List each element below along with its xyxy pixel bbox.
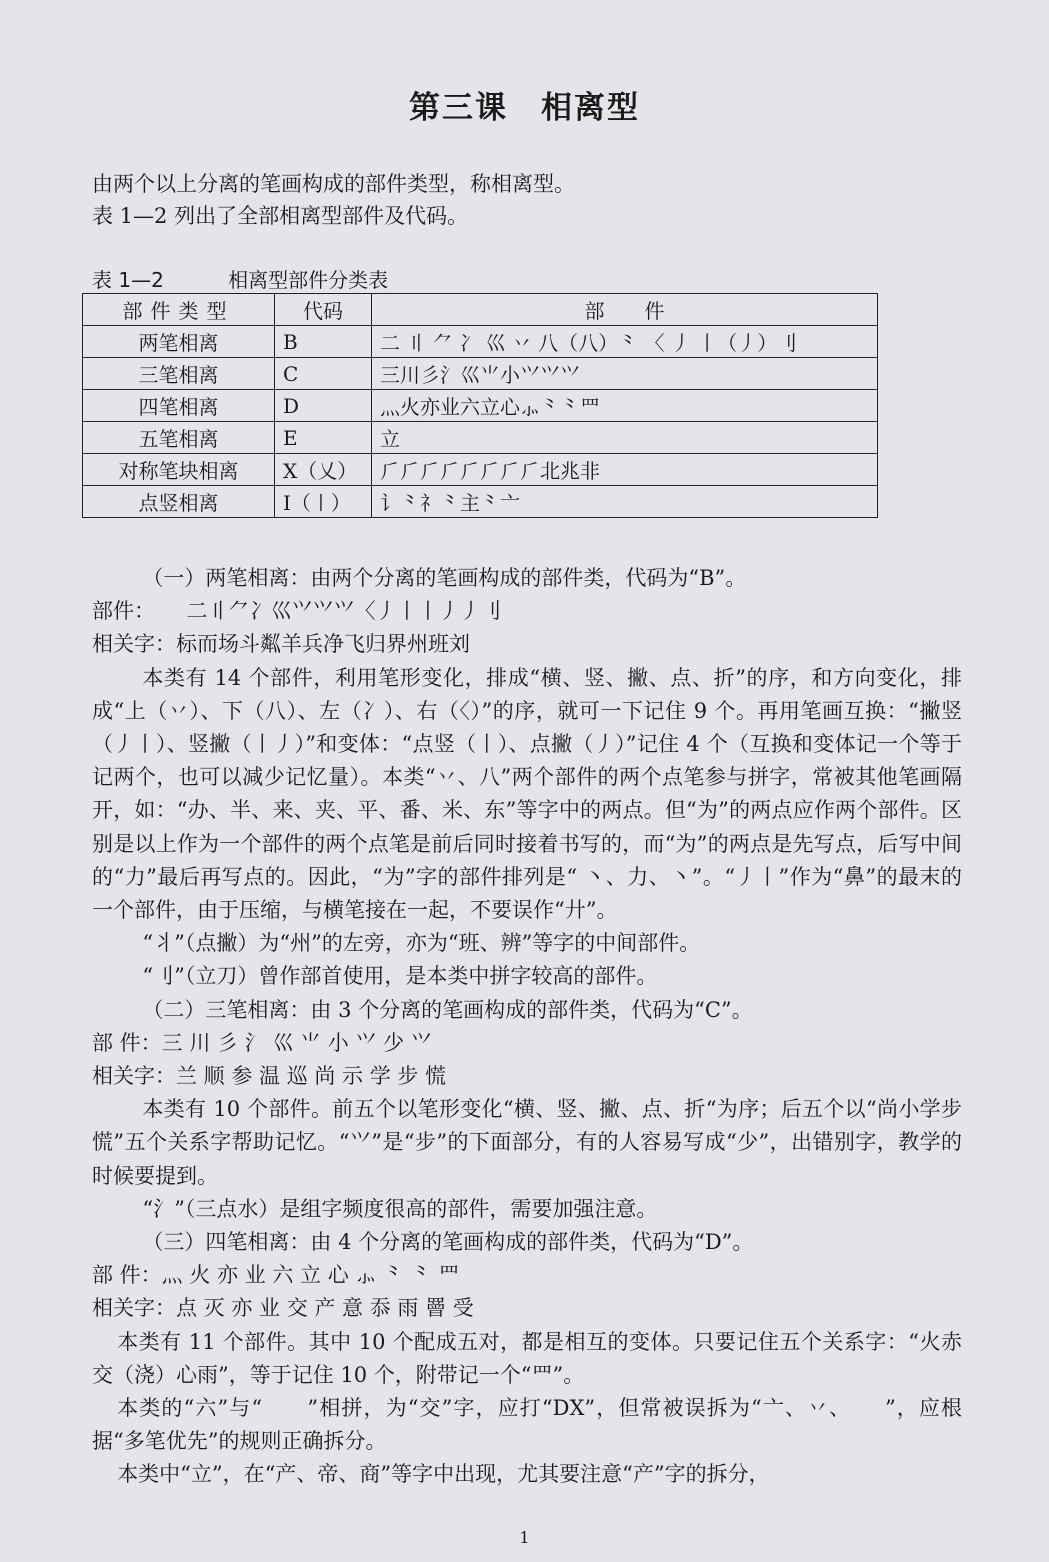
header-code: 代码: [275, 294, 372, 326]
row-type: 四笔相离: [83, 390, 275, 422]
row-type: 点竖相离: [83, 486, 275, 518]
paragraph: 本类的“六”与“ ”相拼，为“交”字，应打“DX”，但常被误拆为“亠、丷、 ”，应根据“多笔优先”的规则正确拆分。: [92, 1396, 962, 1454]
row-code: D: [275, 390, 372, 422]
related-chars-line: 相关字：标而场斗粼羊兵净飞归界州班刘: [92, 632, 470, 657]
related-chars-line: 相关字：点 灭 亦 业 交 产 意 忝 雨 罾 受: [92, 1296, 474, 1321]
row-parts: 讠⺀礻⺀主⺀亠: [372, 486, 878, 518]
row-code: E: [275, 422, 372, 454]
table-row: [83, 454, 878, 486]
table-row: [83, 326, 878, 358]
page-number: 1: [519, 1528, 530, 1547]
body-text: [92, 562, 962, 1492]
row-code: C: [275, 358, 372, 390]
components-line: 部 件：灬 火 亦 业 六 立 心 ⺗ ⺀ ⺀ 罒: [92, 1263, 460, 1288]
row-code: X（乂）: [275, 454, 372, 486]
table-row: [83, 358, 878, 390]
row-type: 对称笔块相离: [83, 454, 275, 486]
row-parts: 三川彡氵巛⺌小⺍⺍⺍: [372, 358, 878, 390]
paragraph: 本类中“立”，在“产、帝、商”等字中出现，尤其要注意“产”字的拆分，: [117, 1462, 770, 1487]
intro-line-2: 表 1—2 列出了全部相离型部件及代码。: [92, 204, 469, 228]
row-type: 两笔相离: [83, 326, 275, 358]
table-title: [92, 264, 388, 293]
paragraph: 本类有 10 个部件。前五个以笔形变化“横、竖、撇、点、折“为序；后五个以“尚小学步慌”五个关系字帮助记忆。“⺍”是“步”的下面部分，有的人容易写成“少”，出错别字，教学的时候要提到。: [92, 1097, 962, 1188]
row-parts: 二 〢 ⺈ 冫 巛 丷 八（八）⺀ 〈 丿 丨（丿）刂: [372, 326, 878, 358]
intro-line-1: 由两个以上分离的笔画构成的部件类型，称相离型。: [92, 172, 575, 196]
header-type: 部件类型: [83, 294, 275, 326]
row-type: 五笔相离: [83, 422, 275, 454]
table-number: 表 1—2: [92, 268, 164, 292]
components-line: 部 件：三 川 彡 氵 巛 ⺌ 小 ⺍ 少 ⺍: [92, 1030, 432, 1055]
paragraph: “丬”（点撇）为“州”的左旁，亦为“班、辨”等字的中间部件。: [142, 931, 701, 956]
intro-section: [92, 168, 575, 232]
row-parts: ⺁⺁⺁⺁⺁⺁⺁⺁北兆非: [372, 454, 878, 486]
table-row: [83, 390, 878, 422]
paragraph: 本类有 11 个部件。其中 10 个配成五对，都是相互的变体。只要记住五个关系字：“火赤交（浇）心雨”，等于记住 10 个，附带记一个“罒”。: [92, 1329, 962, 1387]
section-heading-four-stroke: （三）四笔相离：由 4 个分离的笔画构成的部件类，代码为“D”。: [142, 1230, 754, 1255]
row-code: B: [275, 326, 372, 358]
row-parts: 立: [372, 422, 878, 454]
table-row: [83, 486, 878, 518]
components-table: [82, 293, 878, 518]
row-type: 三笔相离: [83, 358, 275, 390]
section-heading-two-stroke: （一）两笔相离：由两个分离的笔画构成的部件类，代码为“B”。: [142, 566, 747, 590]
page-title: 第三课 相离型: [409, 90, 640, 126]
table-caption: 相离型部件分类表: [228, 268, 389, 292]
paragraph: “氵”（三点水）是组字频度很高的部件，需要加强注意。: [142, 1196, 658, 1221]
paragraph: 本类有 14 个部件，利用笔形变化，排成“横、竖、撇、点、折”的序，和方向变化，排成“上（丷）、下（八）、左（冫）、右（〈）”的序，就可一下记住 9 个。再用笔画互换：“撇竖（丿丨）、竖撇（丨丿）”和变体：“点竖（丨）、点撇（丿）”记住 4 个（互换和变体记一个等于记两个，也可以减少记忆量）。本类“丷、八”两个部件的两个点笔参与拼字，常被其他笔画隔开，如：“办、半、来、夹、平、番、米、东”等字中的两点。但“为”的两点应作两个部件。区别是以上作为一个部件的两个点笔是前后同时接着书写的，而“为”的两点是先写点，后写中间的“力”最后再写点的。因此，“为”字的部件排列是“ 丶、力、丶”。“丿丨”作为“鼻”的最末的一个部件，由于压缩，与横笔接在一起，不要误作“廾”。: [92, 665, 962, 923]
row-code: I（〡）: [275, 486, 372, 518]
paragraph: “刂”（立刀）曾作部首使用，是本类中拼字较高的部件。: [142, 964, 658, 989]
table-header-row: [83, 294, 878, 326]
row-parts: 灬火亦业六立心⺗⺀⺀罒: [372, 390, 878, 422]
related-chars-line: 相关字：兰 顺 参 温 巡 尚 示 学 步 慌: [92, 1064, 447, 1089]
components-line: 部件： 二〢⺈冫巛⺍⺍⺍〈丿丨丨丿丿刂: [92, 599, 502, 624]
section-heading-three-stroke: （二）三笔相离：由 3 个分离的笔画构成的部件类，代码为“C”。: [142, 997, 753, 1022]
table-row: [83, 422, 878, 454]
header-components: 部 件: [372, 294, 878, 326]
